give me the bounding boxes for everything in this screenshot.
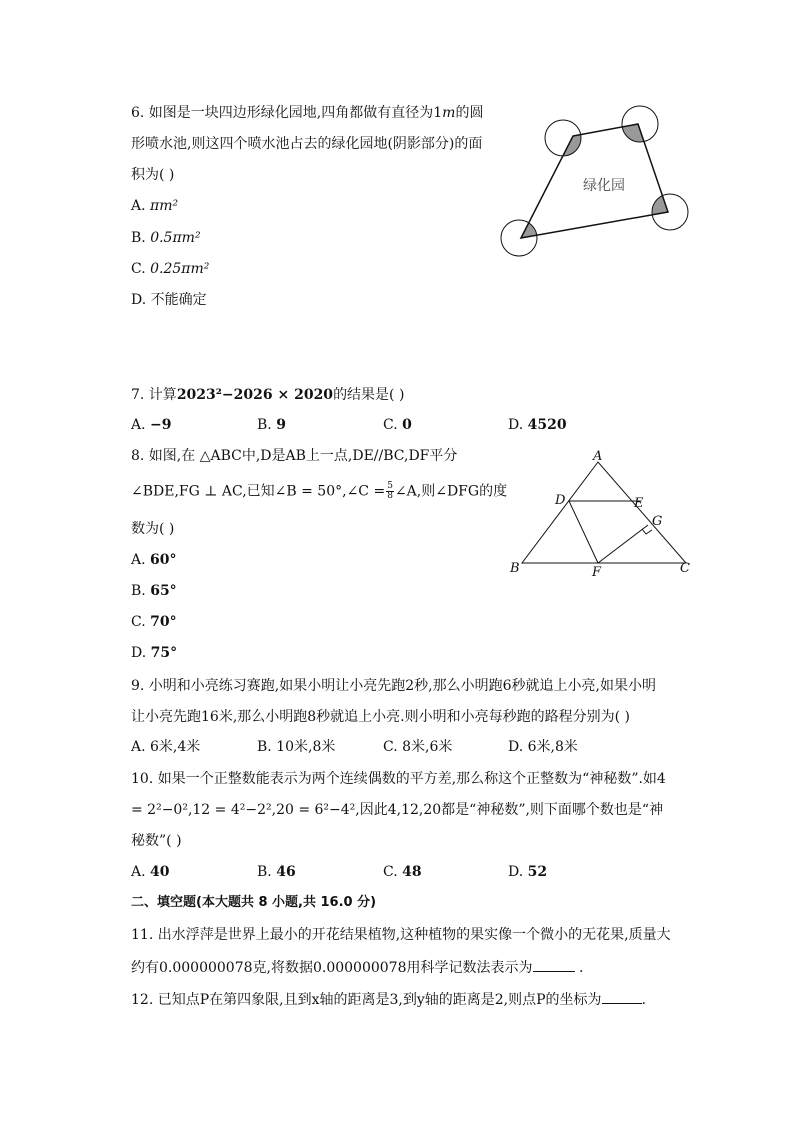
- q6-figure-label: 绿化园: [583, 178, 625, 194]
- q10-stem-line1: 10. 如果一个正整数能表示为两个连续偶数的平方差,那么称这个正整数为“神秘数”.如4: [131, 771, 666, 787]
- q8-label-d: D: [555, 493, 566, 508]
- q8-option-b: B. 65°: [131, 583, 177, 599]
- q9-stem-line1: 9. 小明和小亮练习赛跑,如果小明让小亮先跑2秒,那么小明跑6秒就追上小亮,如果小明: [131, 678, 656, 694]
- q6-figure: [495, 100, 700, 265]
- q8-stem-line1: 8. 如图,在 △ABC中,D是AB上一点,DE//BC,DF平分: [131, 448, 458, 464]
- q10-option-d: D. 52: [508, 864, 548, 880]
- q8-option-d: D. 75°: [131, 645, 178, 661]
- q8-label-a: A: [593, 449, 603, 464]
- q8-right-angle-mark: [642, 529, 652, 534]
- q8-label-g: G: [652, 514, 663, 529]
- q7-option-d: D. 4520: [508, 417, 567, 433]
- q8-figure: [500, 445, 700, 580]
- q6-fountain-circle-4: [501, 220, 537, 256]
- section2-heading: 二、填空题(本大题共 8 小题,共 16.0 分): [131, 895, 377, 910]
- q10-stem-line3: 秘数”( ): [131, 833, 182, 849]
- q7-stem: 7. 计算2023²−2026 × 2020的结果是( ): [131, 387, 405, 403]
- q8-stem-line2: ∠BDE,FG ⊥ AC,已知∠B = 50°,∠C = $\frac{5}{8}$ ∠A,则∠DFG的度: [131, 481, 508, 501]
- q12-stem: 12. 已知点P在第四象限,且到x轴的距离是3,到y轴的距离是2,则点P的坐标为 .: [131, 989, 646, 1009]
- q6-option-d: D. 不能确定: [131, 292, 207, 308]
- q9-stem-line2: 让小亮先跑16米,那么小明跑8秒就追上小亮.则小明和小亮每秒跑的路程分别为( ): [131, 709, 630, 725]
- q11-stem-line1: 11. 出水浮萍是世界上最小的开花结果植物,这种植物的果实像一个微小的无花果,质量大: [131, 927, 671, 943]
- q10-option-c: C. 48: [383, 864, 422, 880]
- q9-option-c: C. 8米,6米: [383, 739, 453, 755]
- q6-option-c: C. 0.25πm²: [131, 261, 210, 277]
- q11-stem-line2: 约有0.000000078克,将数据0.000000078用科学记数法表示为 .: [131, 957, 583, 977]
- q8-segment-fg: [598, 525, 648, 563]
- q8-segment-df: [569, 501, 598, 563]
- q7-option-b: B. 9: [257, 417, 286, 433]
- q11-answer-blank[interactable]: [533, 957, 575, 972]
- q9-option-b: B. 10米,8米: [257, 739, 336, 755]
- q8-stem-line3: 数为( ): [131, 521, 175, 537]
- q6-option-b: B. 0.5πm²: [131, 230, 201, 246]
- q12-answer-blank[interactable]: [602, 989, 642, 1004]
- q8-fraction: $\frac{5}{8}$: [387, 481, 393, 501]
- q8-label-b: B: [510, 561, 520, 576]
- q6-stem-line3: 积为( ): [131, 167, 175, 183]
- q10-stem-line2: = 2²−0²,12 = 4²−2²,20 = 6²−4²,因此4,12,20都是“神秘数”,则下面哪个数也是“神: [131, 802, 664, 818]
- q9-option-a: A. 6米,4米: [131, 739, 201, 755]
- q7-option-c: C. 0: [383, 417, 412, 433]
- q7-option-a: A. −9: [131, 417, 172, 433]
- q8-triangle-abc: [522, 462, 686, 563]
- q8-label-c: C: [680, 561, 690, 576]
- q6-stem-line1: 6. 如图是一块四边形绿化园地,四角都做有直径为1m的圆: [131, 105, 484, 121]
- q6-option-a: A. πm²: [131, 198, 179, 214]
- q6-stem-line2: 形喷水池,则这四个喷水池占去的绿化园地(阴影部分)的面: [131, 136, 483, 152]
- q10-option-b: B. 46: [257, 864, 296, 880]
- q8-label-f: F: [592, 565, 602, 580]
- q8-label-e: E: [634, 496, 644, 511]
- q10-option-a: A. 40: [131, 864, 170, 880]
- q8-option-c: C. 70°: [131, 614, 177, 630]
- q8-option-a: A. 60°: [131, 552, 177, 568]
- q9-option-d: D. 6米,8米: [508, 739, 578, 755]
